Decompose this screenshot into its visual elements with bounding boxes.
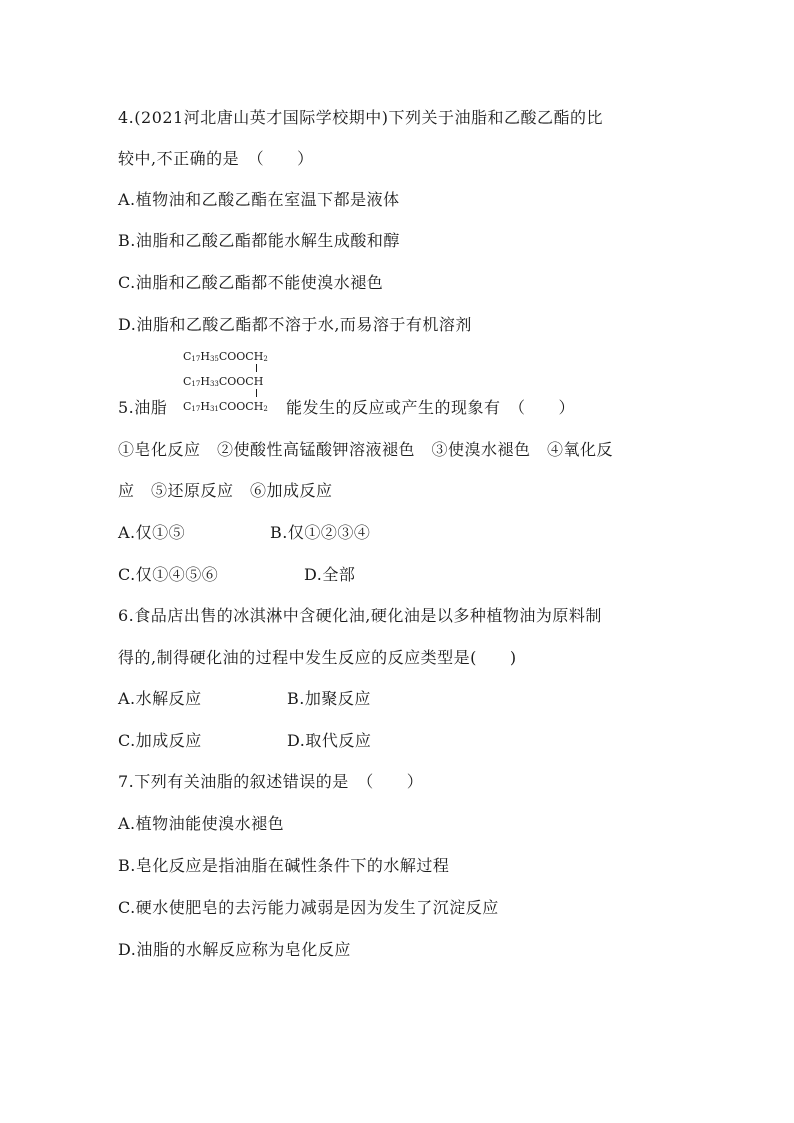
q5-option-d: D.全部 xyxy=(304,565,356,584)
q7-option-a: A.植物油能使溴水褪色 xyxy=(118,814,285,833)
q7-option-d: D.油脂的水解反应称为皂化反应 xyxy=(118,940,351,959)
q5-stem-prefix: 5.油脂 xyxy=(118,398,168,417)
q5-stem-suffix: 能发生的反应或产生的现象有 （ ） xyxy=(286,398,576,417)
q6-stem-line2: 得的,制得硬化油的过程中发生反应的反应类型是( ) xyxy=(118,648,517,667)
q6-option-b: B.加聚反应 xyxy=(287,689,371,708)
q6-stem-line1: 6.食品店出售的冰淇淋中含硬化油,硬化油是以多种植物油为原料制 xyxy=(118,606,602,625)
q5-option-b: B.仅①②③④ xyxy=(270,523,371,542)
q5-stem-line2: ①皂化反应 ②使酸性高锰酸钾溶液褪色 ③使溴水褪色 ④氧化反 xyxy=(118,440,614,459)
q5-stem-line3: 应 ⑤还原反应 ⑥加成反应 xyxy=(118,481,333,500)
formula-bond-1 xyxy=(256,364,257,372)
q6-option-a: A.水解反应 xyxy=(118,689,202,708)
q7-option-c: C.硬水使肥皂的去污能力减弱是因为发生了沉淀反应 xyxy=(118,898,499,917)
q4-option-a: A.植物油和乙酸乙酯在室温下都是液体 xyxy=(118,190,400,209)
triglyceride-formula xyxy=(183,347,293,415)
formula-row-2: $C_{17}H_{33}COOCH$ xyxy=(183,375,264,388)
q4-option-b: B.油脂和乙酸乙酯都能水解生成酸和醇 xyxy=(118,231,400,250)
q4-option-c: C.油脂和乙酸乙酯都不能使溴水褪色 xyxy=(118,273,384,292)
q7-stem-line1: 7.下列有关油脂的叙述错误的是 （ ） xyxy=(118,772,424,791)
q4-stem-line2: 较中,不正确的是 （ ） xyxy=(118,149,314,168)
q4-stem-line1: 4.(2021河北唐山英才国际学校期中)下列关于油脂和乙酸乙酯的比 xyxy=(118,108,603,127)
q4-option-d: D.油脂和乙酸乙酯都不溶于水,而易溶于有机溶剂 xyxy=(118,315,472,334)
q5-option-c: C.仅①④⑤⑥ xyxy=(118,565,219,584)
formula-row-3: $C_{17}H_{31}COOCH_2$ xyxy=(183,400,268,413)
q6-option-c: C.加成反应 xyxy=(118,731,202,750)
q7-option-b: B.皂化反应是指油脂在碱性条件下的水解过程 xyxy=(118,856,450,875)
q5-option-a: A.仅①⑤ xyxy=(118,523,186,542)
q6-option-d: D.取代反应 xyxy=(287,731,372,750)
formula-bond-2 xyxy=(256,389,257,397)
formula-row-1: $C_{17}H_{35}COOCH_2$ xyxy=(183,350,268,363)
